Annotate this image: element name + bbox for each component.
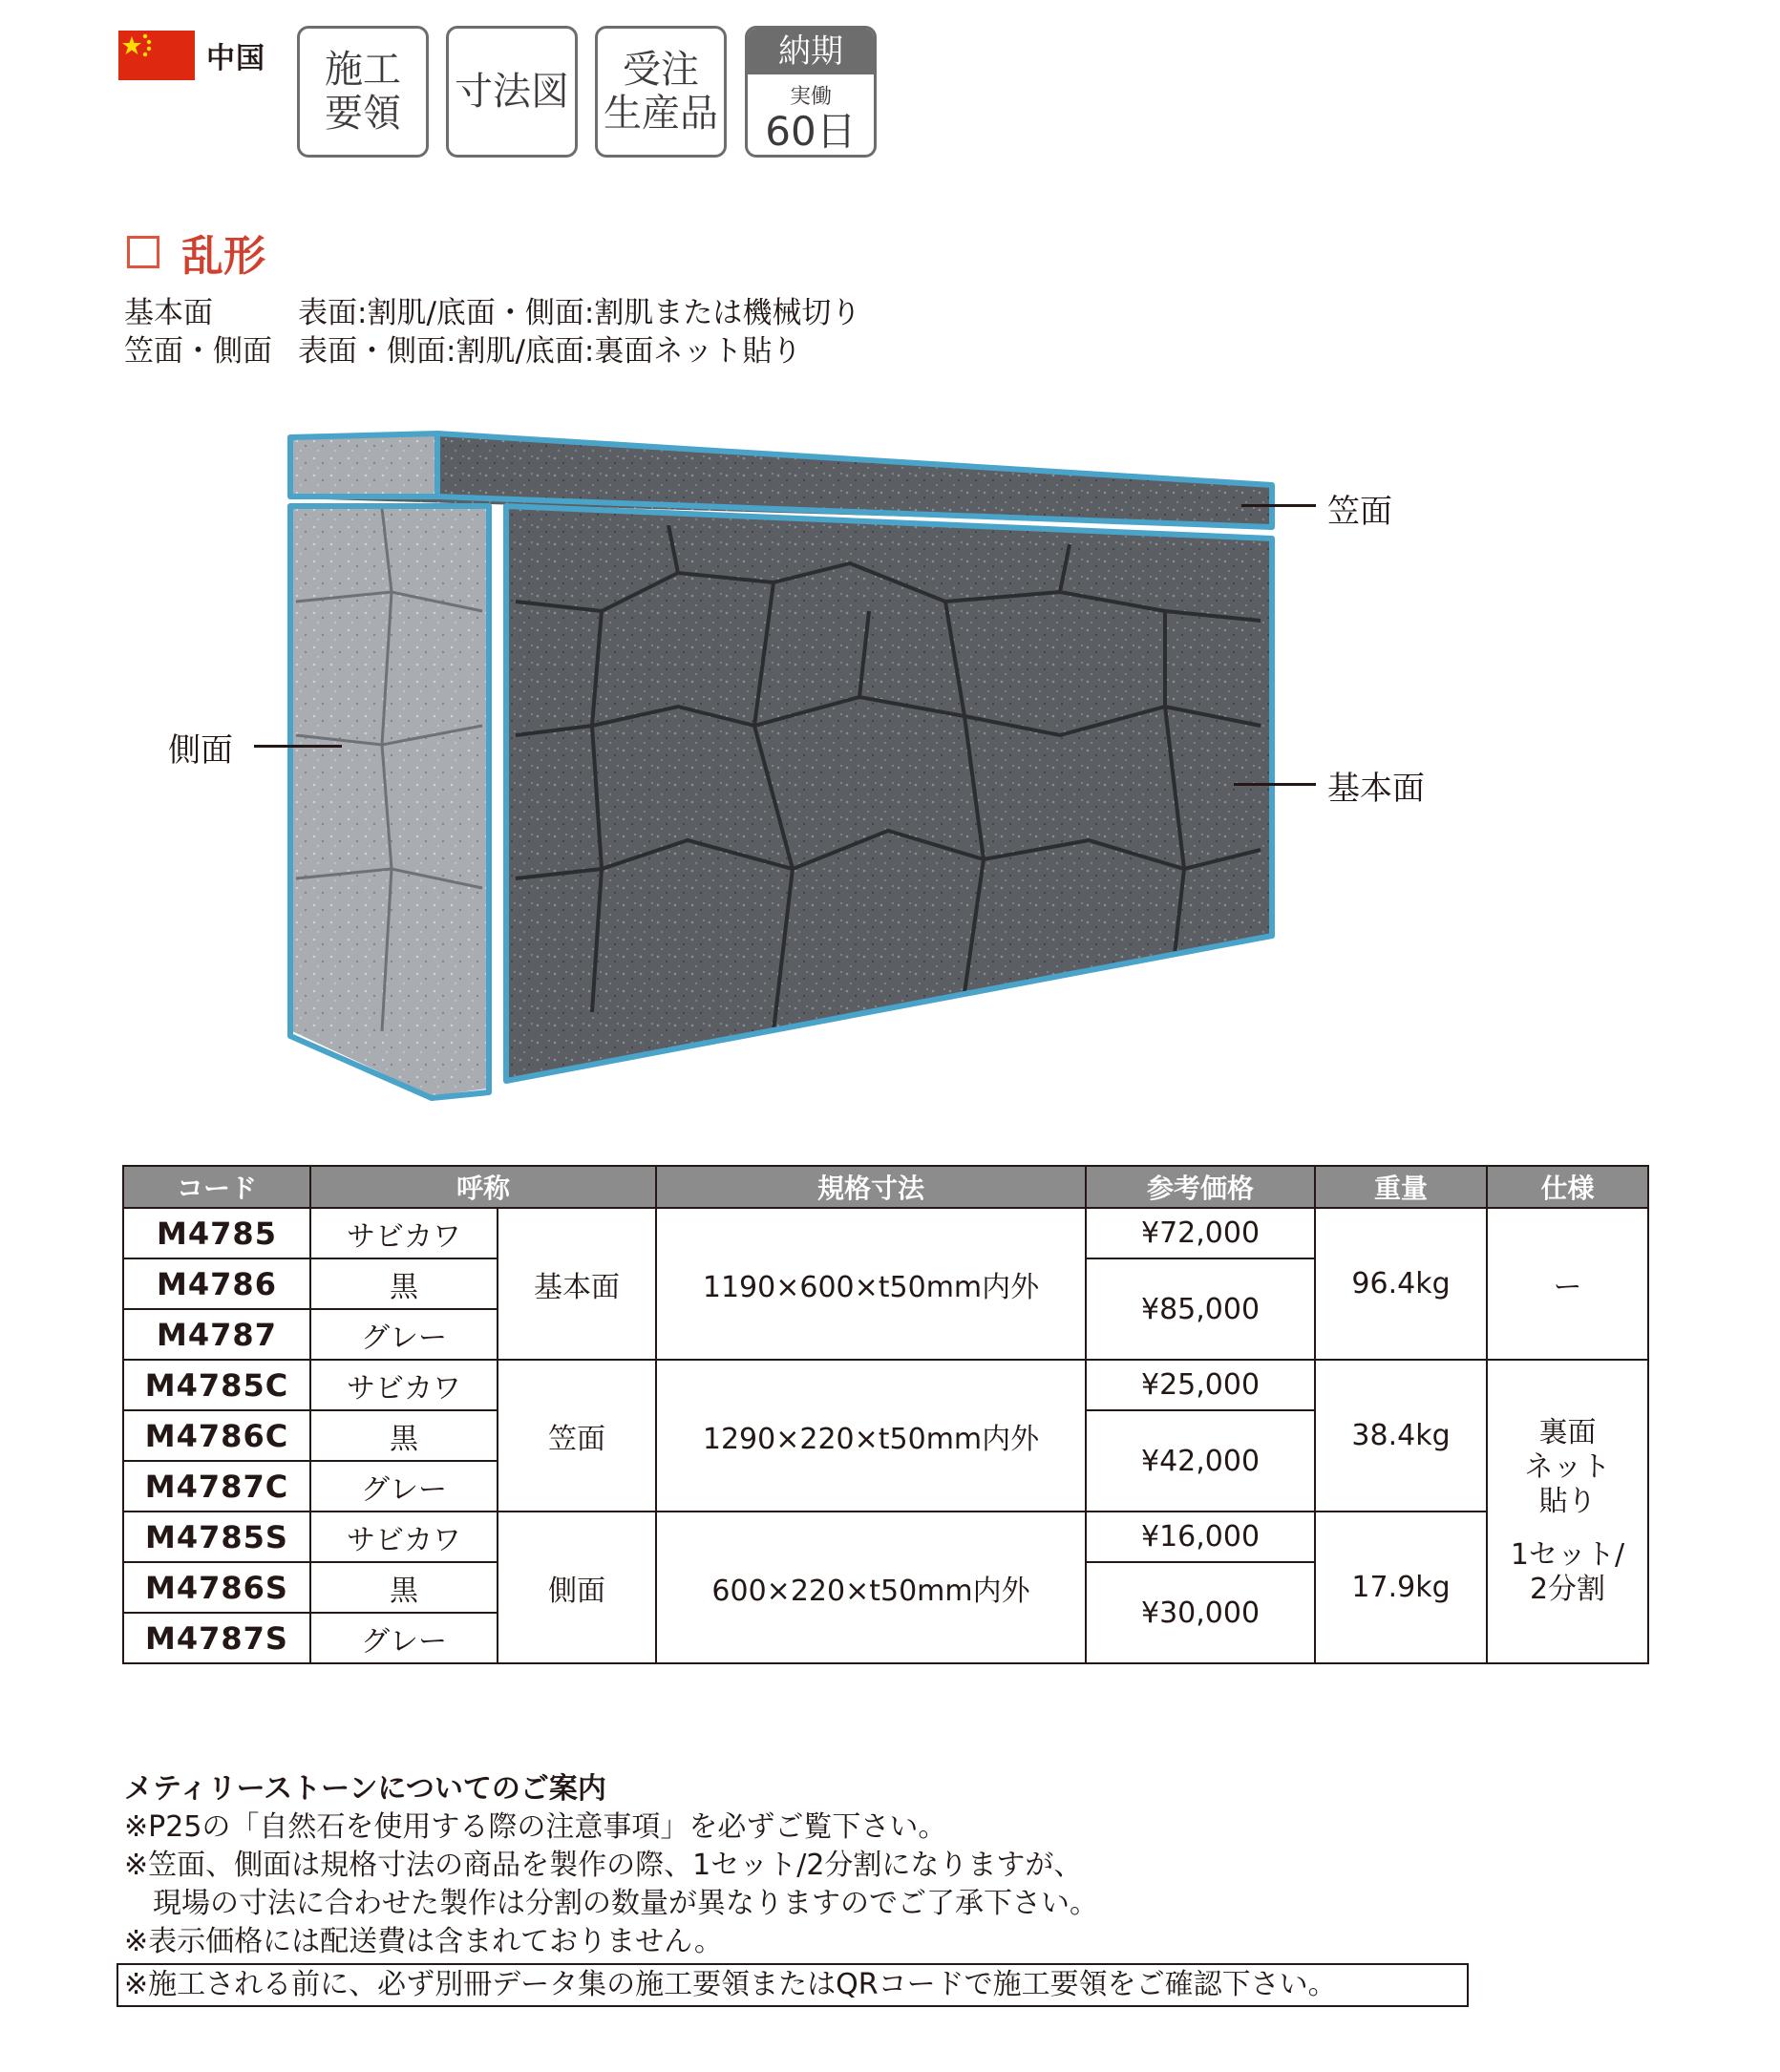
badge-line: 施工 <box>325 48 401 92</box>
spec-desc: 表面:割肌/底面・側面:割肌または機械切り <box>298 296 861 330</box>
price-cell: ¥25,000 <box>1086 1360 1315 1410</box>
dimension-drawing-badge[interactable] <box>446 26 578 158</box>
code-cell: M4786 <box>123 1258 310 1309</box>
type-cell: 側面 <box>498 1512 656 1663</box>
name-cell: 黒 <box>310 1258 498 1309</box>
spec-cell: ー <box>1487 1208 1648 1360</box>
header-weight: 重量 <box>1315 1166 1487 1208</box>
spec-line: 2分割 <box>1529 1573 1606 1606</box>
cap-leader-line <box>1241 504 1316 507</box>
note-line: ※笠面、側面は規格寸法の商品を製作の際、1セット/2分割になりますが、 <box>124 1849 1083 1882</box>
name-cell: グレー <box>310 1461 498 1512</box>
code-cell: M4785 <box>123 1208 310 1258</box>
code-cell: M4786C <box>123 1410 310 1461</box>
spec-term: 基本面 <box>124 296 213 330</box>
spec-line: 裏面 <box>1538 1416 1597 1449</box>
section-title: 乱形 <box>181 232 265 281</box>
table-header-row <box>123 1166 1648 1208</box>
spec-cell <box>1487 1360 1648 1663</box>
base-label: 基本面 <box>1327 770 1425 808</box>
note-line: ※P25の「自然石を使用する際の注意事項」を必ずご覧下さい。 <box>124 1810 947 1844</box>
delivery-value: 60日 <box>765 108 857 155</box>
weight-cell: 38.4kg <box>1315 1360 1487 1512</box>
header-code: コード <box>123 1166 310 1208</box>
note-line: ※表示価格には配送費は含まれておりません。 <box>124 1925 723 1958</box>
header-size: 規格寸法 <box>656 1166 1086 1208</box>
spec-line: 貼り <box>1538 1485 1597 1518</box>
table-row <box>123 1512 1648 1562</box>
size-cell: 1190×600×t50mm内外 <box>656 1208 1086 1360</box>
type-cell: 基本面 <box>498 1208 656 1360</box>
badge-line: 要領 <box>325 92 401 136</box>
code-cell: M4786S <box>123 1562 310 1613</box>
badge-line: 受注 <box>623 48 699 92</box>
spec-table <box>122 1165 1649 1664</box>
name-cell: グレー <box>310 1613 498 1663</box>
spec-line: ネット <box>1524 1450 1611 1484</box>
delivery-badge <box>745 26 877 158</box>
badge-line: 生産品 <box>604 92 718 136</box>
badge-line: 寸法図 <box>455 70 569 114</box>
side-leader-line <box>254 745 342 748</box>
delivery-label: 納期 <box>748 29 874 74</box>
weight-cell: 17.9kg <box>1315 1512 1487 1663</box>
name-cell: サビカワ <box>310 1208 498 1258</box>
name-cell: 黒 <box>310 1562 498 1613</box>
type-cell: 笠面 <box>498 1360 656 1512</box>
name-cell: 黒 <box>310 1410 498 1461</box>
spec-line: 1セット/ <box>1510 1538 1625 1572</box>
delivery-sub: 実働 <box>789 85 832 109</box>
code-cell: M4787C <box>123 1461 310 1512</box>
price-cell: ¥16,000 <box>1086 1512 1315 1562</box>
name-cell: グレー <box>310 1309 498 1360</box>
notes-title: メティリーストーンについてのご案内 <box>124 1772 606 1806</box>
code-cell: M4785C <box>123 1360 310 1410</box>
section-square-icon <box>127 236 159 268</box>
name-cell: サビカワ <box>310 1360 498 1410</box>
price-cell: ¥42,000 <box>1086 1410 1315 1512</box>
code-cell: M4785S <box>123 1512 310 1562</box>
size-cell: 1290×220×t50mm内外 <box>656 1360 1086 1512</box>
side-label: 側面 <box>168 731 233 770</box>
base-leader-line <box>1234 783 1316 786</box>
stone-wall-illustration <box>277 420 1289 1108</box>
header-price: 参考価格 <box>1086 1166 1315 1208</box>
price-cell: ¥72,000 <box>1086 1208 1315 1258</box>
price-cell: ¥85,000 <box>1086 1258 1315 1360</box>
cap-label: 笠面 <box>1327 493 1392 531</box>
country-label: 中国 <box>206 42 265 75</box>
table-row <box>123 1208 1648 1258</box>
note-line: 現場の寸法に合わせた製作は分割の数量が異なりますのでご了承下さい。 <box>124 1887 1098 1920</box>
table-row <box>123 1360 1648 1410</box>
construction-guide-badge[interactable] <box>297 26 429 158</box>
code-cell: M4787S <box>123 1613 310 1663</box>
boxed-note: ※施工される前に、必ず別冊データ集の施工要領またはQRコードで施工要領をご確認下さい。 <box>117 1963 1469 2007</box>
weight-cell: 96.4kg <box>1315 1208 1487 1360</box>
spec-term: 笠面・側面 <box>124 334 272 369</box>
size-cell: 600×220×t50mm内外 <box>656 1512 1086 1663</box>
spec-desc: 表面・側面:割肌/底面:裏面ネット貼り <box>298 334 802 369</box>
china-flag-icon <box>118 31 195 80</box>
header-spec: 仕様 <box>1487 1166 1648 1208</box>
name-cell: サビカワ <box>310 1512 498 1562</box>
made-to-order-badge <box>595 26 727 158</box>
code-cell: M4787 <box>123 1309 310 1360</box>
header-name: 呼称 <box>310 1166 656 1208</box>
price-cell: ¥30,000 <box>1086 1562 1315 1663</box>
